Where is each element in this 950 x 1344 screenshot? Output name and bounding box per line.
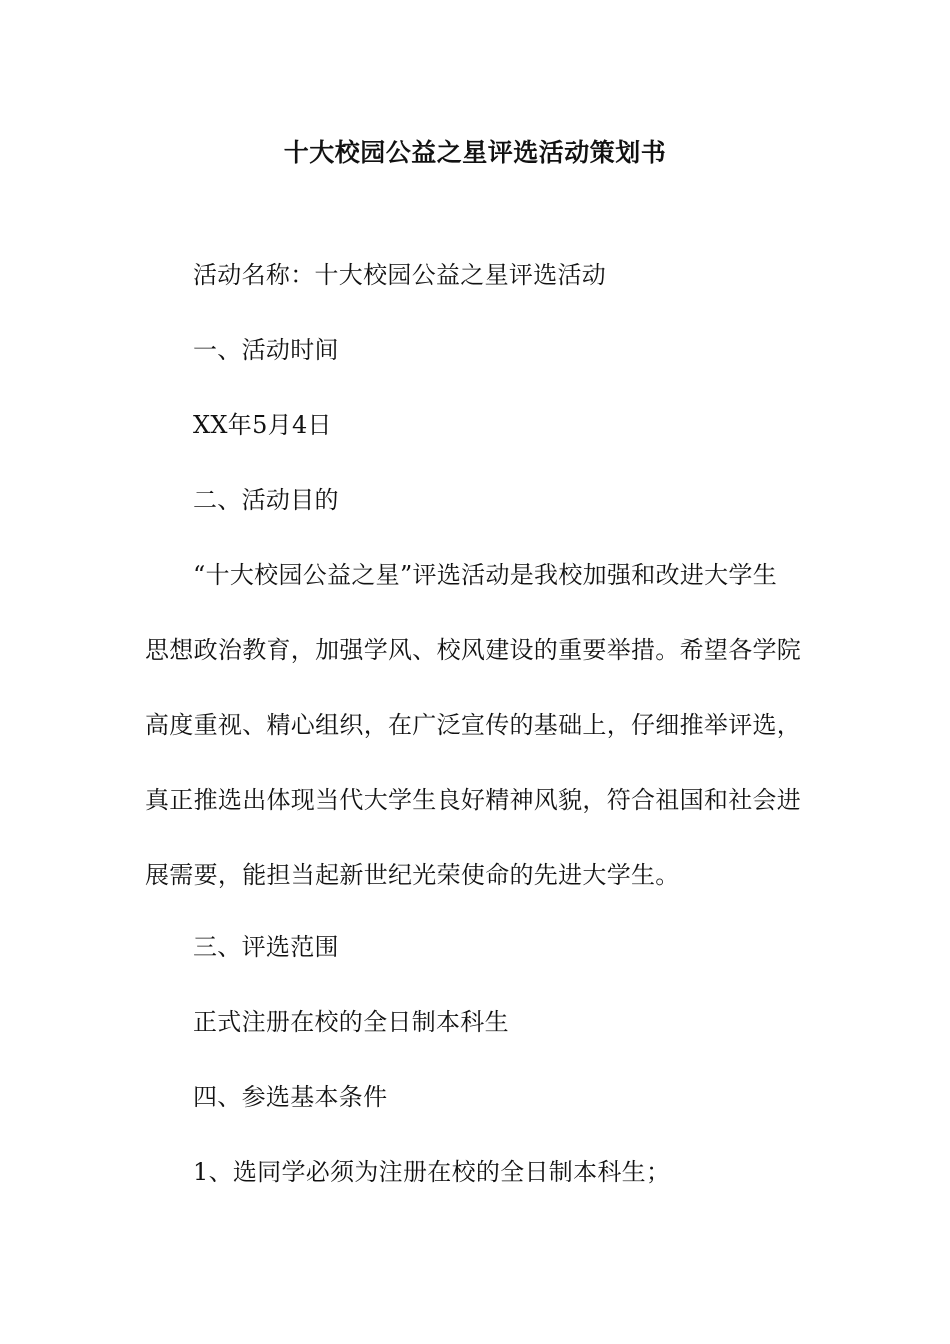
purpose-paragraph-line: “十大校园公益之星”评选活动是我校加强和改进大学生 <box>193 561 778 589</box>
section-heading-purpose: 二、活动目的 <box>193 486 339 514</box>
section-heading-conditions: 四、参选基本条件 <box>193 1083 388 1111</box>
activity-date-line: XX年5月4日 <box>193 411 332 439</box>
section-heading-time: 一、活动时间 <box>193 336 339 364</box>
section-heading-scope: 三、评选范围 <box>193 933 339 961</box>
purpose-paragraph-line: 思想政治教育，加强学风、校风建设的重要举措。希望各学院 <box>145 636 802 664</box>
purpose-paragraph-line: 真正推选出体现当代大学生良好精神风貌，符合祖国和社会进 <box>145 786 802 814</box>
document-title: 十大校园公益之星评选活动策划书 <box>283 138 667 167</box>
purpose-paragraph-line: 高度重视、精心组织，在广泛宣传的基础上，仔细推举评选， <box>145 711 802 739</box>
scope-line: 正式注册在校的全日制本科生 <box>193 1008 509 1036</box>
activity-name-line: 活动名称：十大校园公益之星评选活动 <box>193 261 607 289</box>
purpose-paragraph-line: 展需要，能担当起新世纪光荣使命的先进大学生。 <box>145 861 680 889</box>
condition-item-1: 1、选同学必须为注册在校的全日制本科生； <box>193 1158 671 1186</box>
